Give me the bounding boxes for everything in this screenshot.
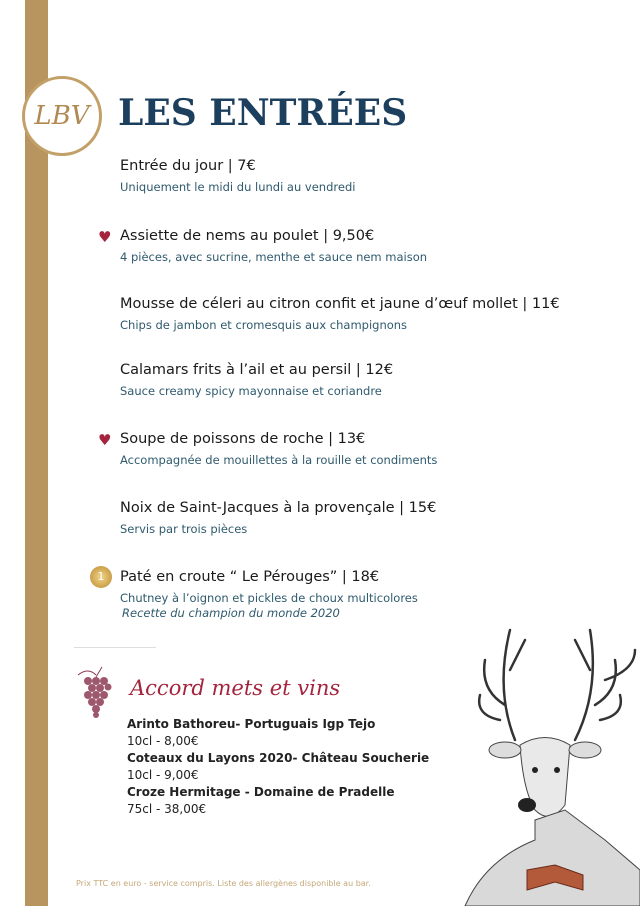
divider: [74, 647, 156, 648]
heart-icon: ♥: [98, 431, 112, 449]
item-name: Assiette de nems au poulet | 9,50€: [120, 228, 375, 244]
item-name: Noix de Saint-Jacques à la provençale | 15€: [120, 500, 437, 516]
item-desc: Chutney à l’oignon et pickles de choux multicolores: [120, 591, 418, 605]
item-name: Entrée du jour | 7€: [120, 158, 256, 174]
grape-icon: [74, 665, 120, 719]
menu-item: [120, 500, 436, 536]
item-note: Recette du champion du monde 2020: [122, 606, 340, 620]
menu-item: [120, 158, 355, 194]
pairing-title: Accord mets et vins: [130, 676, 341, 700]
item-desc: Chips de jambon et cromesquis aux champignons: [120, 318, 408, 332]
deer-illustration: [455, 610, 640, 906]
wine-price: 75cl - 38,00€: [127, 802, 207, 816]
medal-icon: 1: [90, 566, 112, 588]
wine-list: [127, 716, 429, 818]
item-desc: Accompagnée de mouillettes à la rouille et condiments: [120, 453, 438, 467]
item-desc: Sauce creamy spicy mayonnaise et coriandre: [120, 384, 382, 398]
item-name: Paté en croute “ Le Pérouges” | 18€: [120, 569, 380, 585]
menu-item: [120, 431, 437, 467]
item-name: Calamars frits à l’ail et au persil | 12€: [120, 362, 394, 378]
footer-note: Prix TTC en euro - service compris. Liste des allergènes disponible au bar.: [76, 879, 371, 888]
item-desc: 4 pièces, avec sucrine, menthe et sauce nem maison: [120, 250, 428, 264]
heart-icon: ♥: [98, 228, 112, 246]
menu-item: [120, 296, 560, 332]
wine-price: 10cl - 9,00€: [127, 768, 199, 782]
wine-price: 10cl - 8,00€: [127, 734, 199, 748]
item-desc: Uniquement le midi du lundi au vendredi: [120, 180, 356, 194]
item-name: Mousse de céleri au citron confit et jaune d’œuf mollet | 11€: [120, 296, 560, 312]
wine-name: Croze Hermitage - Domaine de Pradelle: [127, 785, 395, 799]
menu-item: [120, 228, 427, 264]
wine-name: Coteaux du Layons 2020- Château Soucherie: [127, 751, 430, 765]
page-title: LES ENTRÉES: [118, 92, 408, 134]
wine-name: Arinto Bathoreu- Portuguais Igp Tejo: [127, 717, 376, 731]
menu-item: [120, 362, 393, 398]
lbv-logo: LBV: [22, 76, 102, 156]
menu-item: [120, 569, 418, 620]
item-desc: Servis par trois pièces: [120, 522, 248, 536]
item-name: Soupe de poissons de roche | 13€: [120, 431, 366, 447]
